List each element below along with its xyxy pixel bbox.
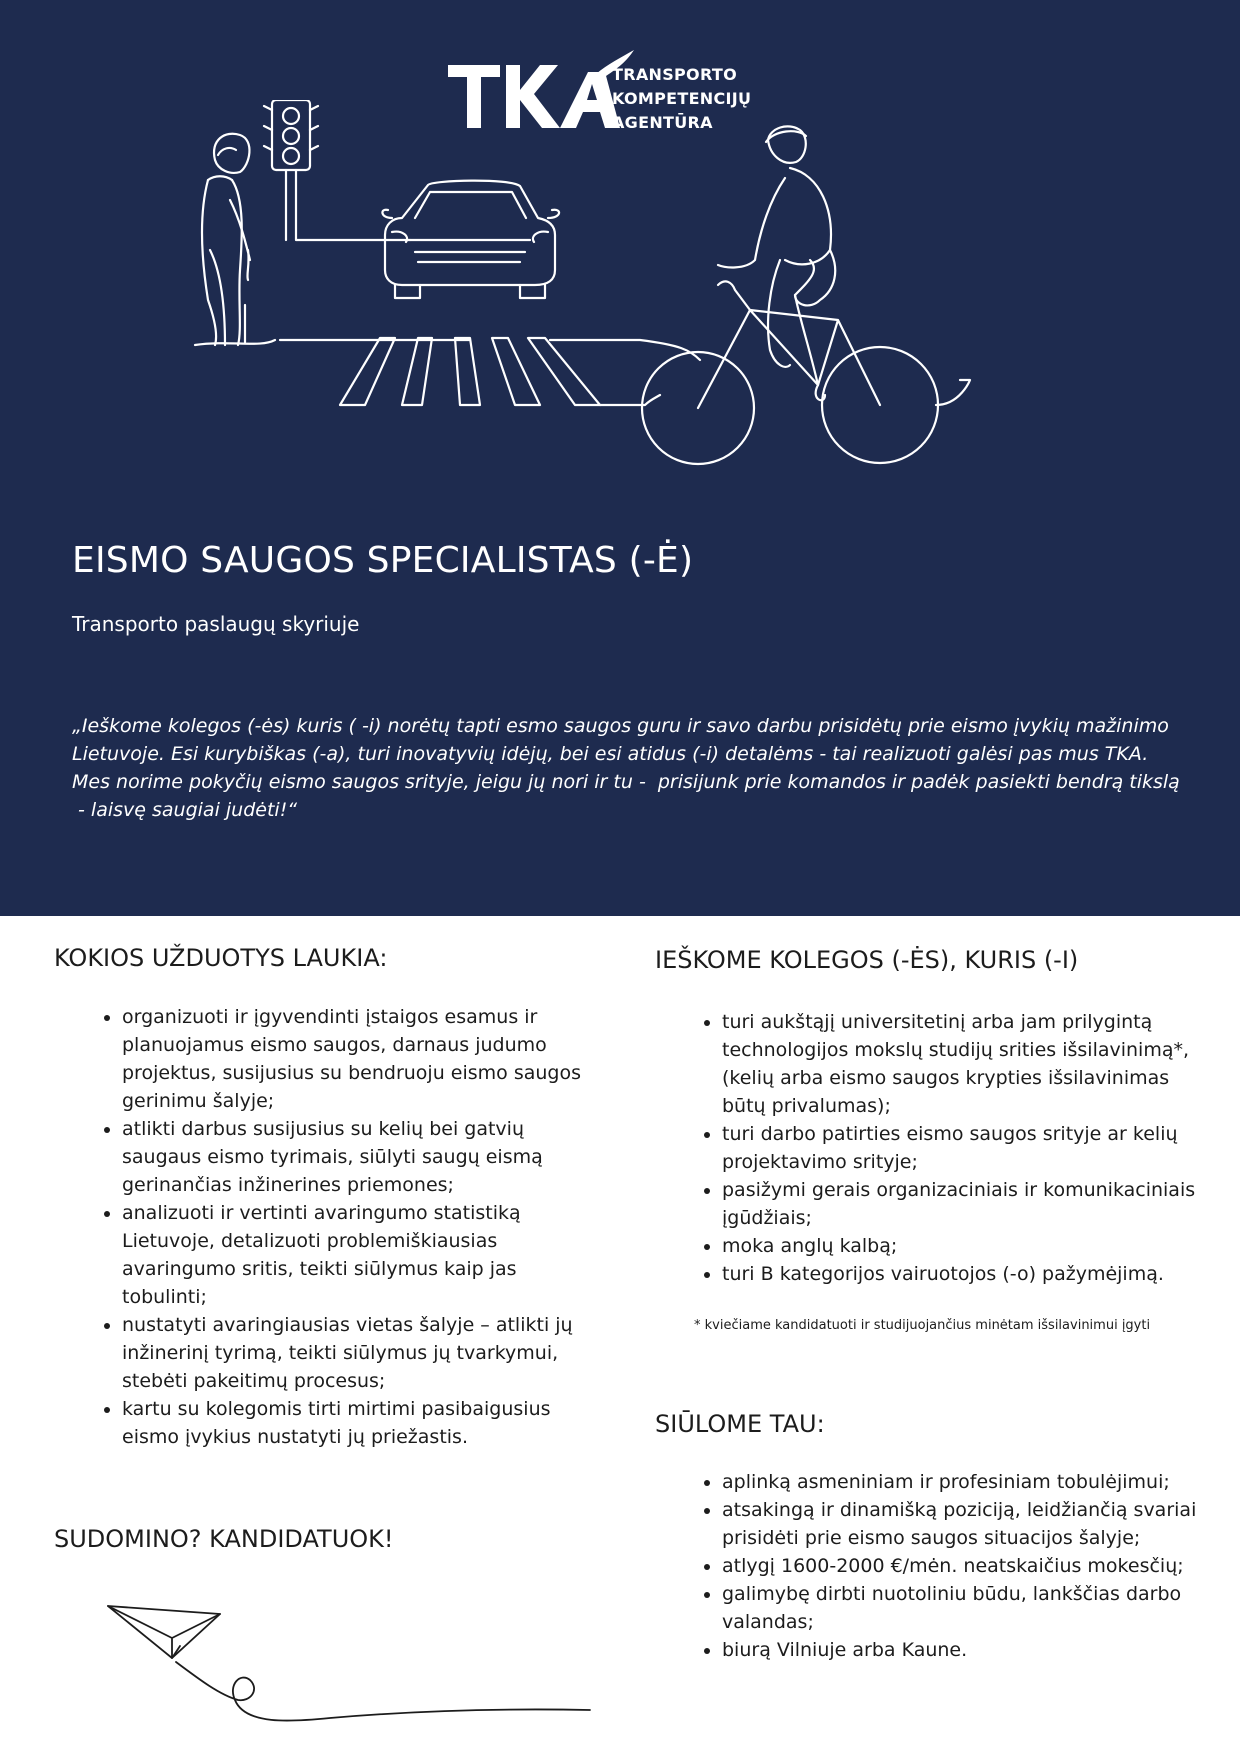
logo-line-3: AGENTŪRA xyxy=(612,113,713,132)
paper-plane-illustration xyxy=(100,1600,600,1730)
offer-list xyxy=(690,1468,1212,1664)
cta-heading: SUDOMINO? KANDIDATUOK! xyxy=(54,1525,394,1553)
list-item: • turi aukštąjį universitetinį arba jam prilygintą technologijos mokslų studijų srities išsilavinimą*, (kelių arba eismo saugos krypties išsilavinimas būtų privalumas); xyxy=(722,1008,1212,1120)
job-title: EISMO SAUGOS SPECIALISTAS (-Ė) xyxy=(72,540,694,581)
intro-line-1: „Ieškome kolegos (-ės) kuris ( -i) norėtų tapti esmo saugos guru ir savo darbu prisidėtų prie eismo įvykių mažinimo xyxy=(72,715,1169,737)
intro-line-2: Lietuvoje. Esi kurybiškas (-a), turi inovatyvių idėjų, bei esi atidus (-i) detalėms - tai realizuoti galėsi pas mus TKA. xyxy=(72,743,1149,765)
list-item: • turi darbo patirties eismo saugos srityje ar kelių projektavimo srityje; xyxy=(722,1120,1212,1176)
requirements-footnote: * kviečiame kandidatuoti ir studijuojančius minėtam išsilavinimui įgyti xyxy=(694,1318,1151,1333)
requirements-heading: IEŠKOME KOLEGOS (-ĖS), KURIS (-I) xyxy=(655,946,1079,974)
pedestrian-drawing xyxy=(202,134,250,345)
logo-line-1: TRANSPORTO xyxy=(612,65,737,84)
logo-line-2: KOMPETENCIJŲ xyxy=(612,89,752,108)
list-item: • analizuoti ir vertinti avaringumo statistiką Lietuvoje, detalizuoti problemiškiausias avaringumo sritis, teikti siūlymus kaip jas tobulinti; xyxy=(122,1199,602,1311)
department-subtitle: Transporto paslaugų skyriuje xyxy=(72,612,360,636)
list-item: • pasižymi gerais organizaciniais ir komunikaciniais įgūdžiais; xyxy=(722,1176,1212,1232)
intro-quote xyxy=(72,712,1182,824)
list-item: • organizuoti ir įgyvendinti įstaigos esamus ir planuojamus eismo saugos, darnaus judumo projektus, susijusius su bendruoju eismo saugos gerinimu šalyje; xyxy=(122,1003,602,1115)
offer-heading: SIŪLOME TAU: xyxy=(655,1410,825,1438)
list-item: • moka anglų kalbą; xyxy=(722,1232,1212,1260)
list-item: • atlikti darbus susijusius su kelių bei gatvių saugaus eismo tyrimais, siūlyti saugų eismą gerinančias inžinerines priemones; xyxy=(122,1115,602,1199)
list-item: • biurą Vilniuje arba Kaune. xyxy=(722,1636,1212,1664)
intro-line-3: Mes norime pokyčių eismo saugos srityje, jeigu jų nori ir tu - prisijunk prie komandos ir padėk pasiekti bendrą tikslą xyxy=(72,771,1180,793)
tasks-heading: KOKIOS UŽDUOTYS LAUKIA: xyxy=(54,944,388,972)
intro-line-4: - laisvę saugiai judėti!“ xyxy=(72,799,298,821)
crosswalk-drawing xyxy=(340,338,600,405)
list-item: • kartu su kolegomis tirti mirtimi pasibaigusius eismo įvykius nustatyti jų priežastis. xyxy=(122,1395,602,1451)
list-item: • atlygį 1600-2000 €/mėn. neatskaičius mokesčių; xyxy=(722,1552,1212,1580)
cyclist-drawing xyxy=(642,126,970,464)
road-scene-illustration xyxy=(170,100,1090,480)
list-item: • nustatyti avaringiausias vietas šalyje – atlikti jų inžinerinį tyrimą, teikti siūlymus jų tvarkymui, stebėti pakeitimų procesus; xyxy=(122,1311,602,1395)
list-item: • atsakingą ir dinamišką poziciją, leidžiančią svariai prisidėti prie eismo saugos situacijos šalyje; xyxy=(722,1496,1212,1552)
list-item: • turi B kategorijos vairuotojos (-o) pažymėjimą. xyxy=(722,1260,1212,1288)
list-item: • galimybę dirbti nuotoliniu būdu, lankščias darbo valandas; xyxy=(722,1580,1212,1636)
traffic-light-drawing xyxy=(264,100,410,240)
requirements-list xyxy=(690,1008,1212,1288)
tasks-list xyxy=(90,1003,602,1451)
list-item: • aplinką asmeniniam ir profesiniam tobulėjimui; xyxy=(722,1468,1212,1496)
